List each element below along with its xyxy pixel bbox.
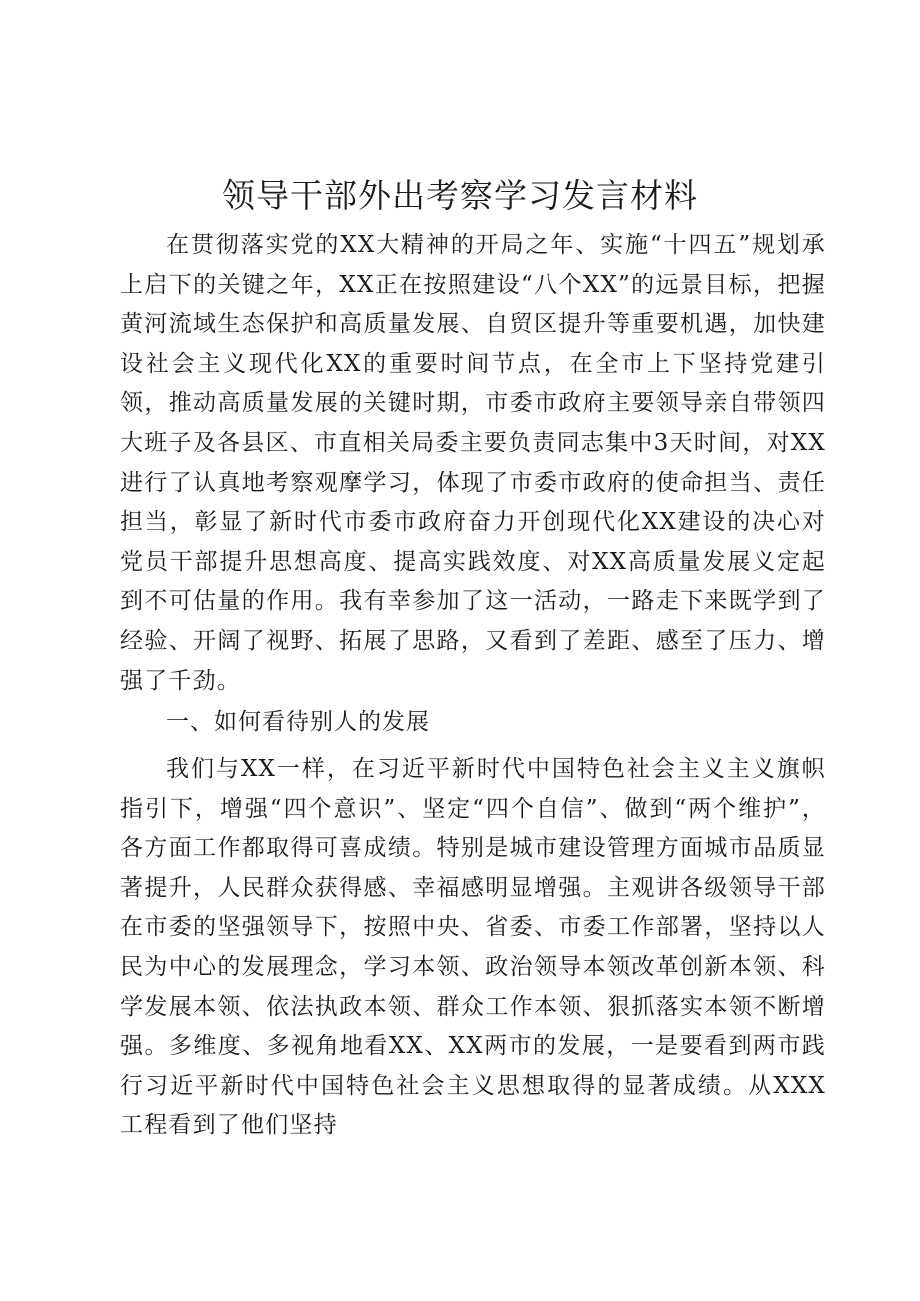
section-heading: 一、如何看待别人的发展	[166, 709, 430, 735]
document-title: 领导干部外出考察学习发言材料	[222, 176, 698, 215]
intro-paragraph: 在贯彻落实党的XX大精神的开局之年、实施“十四五”规划承上启下的关键之年，XX正在按照建设“八个XX”的远景目标，把握黄河流域生态保护和高质量发展、自贸区提升等重要机遇，加快建设社会主义现代化XX的重要时间节点，在全市上下坚持党建引领，推动高质量发展的关键时期，市委市政府主要领导亲自带领四大班子及各县区、市直相关局委主要负责同志集中3天时间，对XX进行了认真地考察观摩学习，体现了市委市政府的使命担当、责任担当，彰显了新时代市委市政府奋力开创现代化XX建设的决心对党员干部提升思想高度、提高实践效度、对XX高质量发展义定起到不可估量的作用。我有幸参加了这一活动，一路走下来既学到了经验、开阔了视野、拓展了思路，又看到了差距、感至了压力、增强了千劲。	[120, 232, 826, 694]
section-paragraph: 我们与XX一样，在习近平新时代中国特色社会主义主义旗帜指引下，增强“四个意识”、坚定“四个自信”、做到“两个维护”，各方面工作都取得可喜成绩。特别是城市建设管理方面城市品质显著提升，人民群众获得感、幸福感明显增强。主观讲各级领导干部在市委的坚强领导下，按照中央、省委、市委工作部署，坚持以人民为中心的发展理念，学习本领、政治领导本领改革创新本领、科学发展本领、依法执政本领、群众工作本领、狠抓落实本领不断增强。多维度、多视角地看XX、XX两市的发展，一是要看到两市践行习近平新时代中国特色社会主义思想取得的显著成绩。从XXX工程看到了他们坚持	[120, 756, 826, 1139]
